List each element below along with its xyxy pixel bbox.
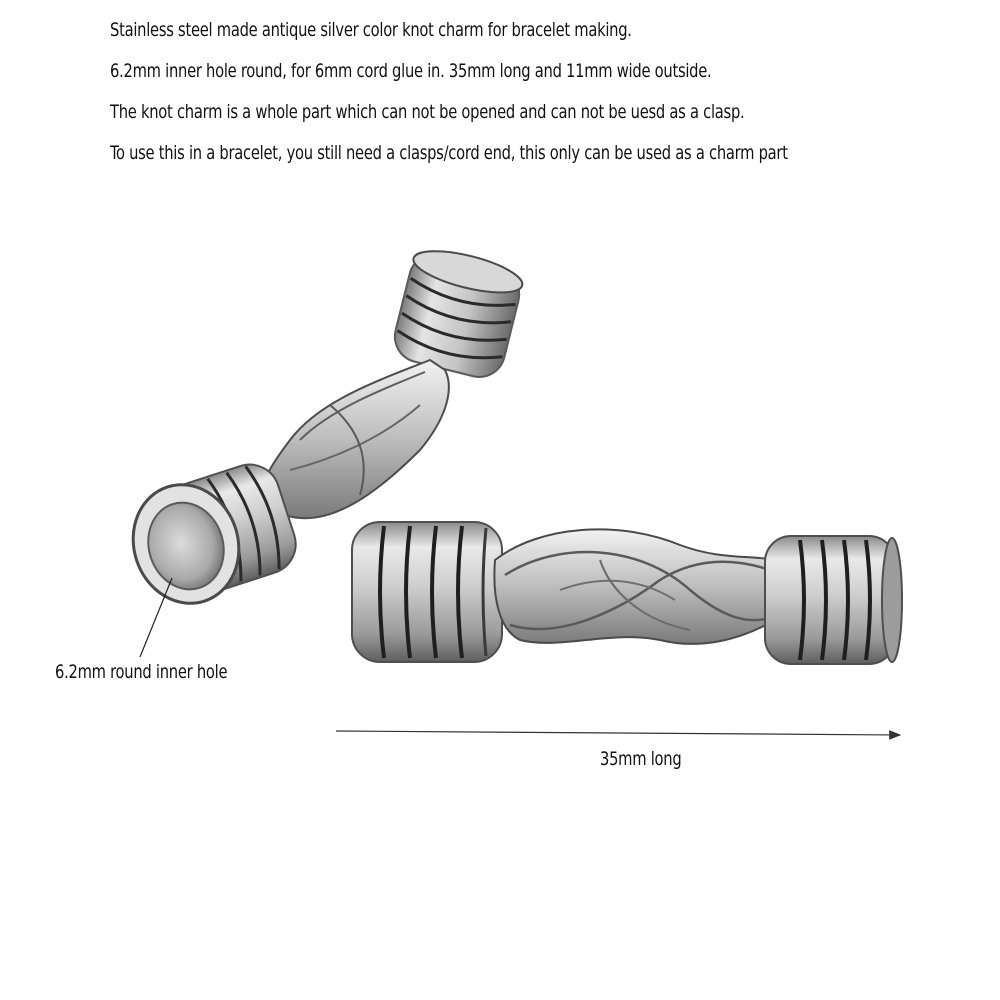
description-line: Stainless steel made antique silver color knot charm for bracelet making. bbox=[110, 19, 632, 41]
knot-charm-horizontal bbox=[352, 522, 902, 664]
description-line: 6.2mm inner hole round, for 6mm cord glue in. 35mm long and 11mm wide outside. bbox=[110, 60, 712, 82]
description-line: The knot charm is a whole part which can not be opened and can not be uesd as a clasp. bbox=[110, 101, 745, 123]
length-arrow bbox=[336, 731, 900, 735]
hole-size-label: 6.2mm round inner hole bbox=[55, 661, 228, 683]
length-label: 35mm long bbox=[600, 748, 682, 770]
description-line: To use this in a bracelet, you still need a clasps/cord end, this only can be used as a charm part bbox=[110, 142, 788, 164]
